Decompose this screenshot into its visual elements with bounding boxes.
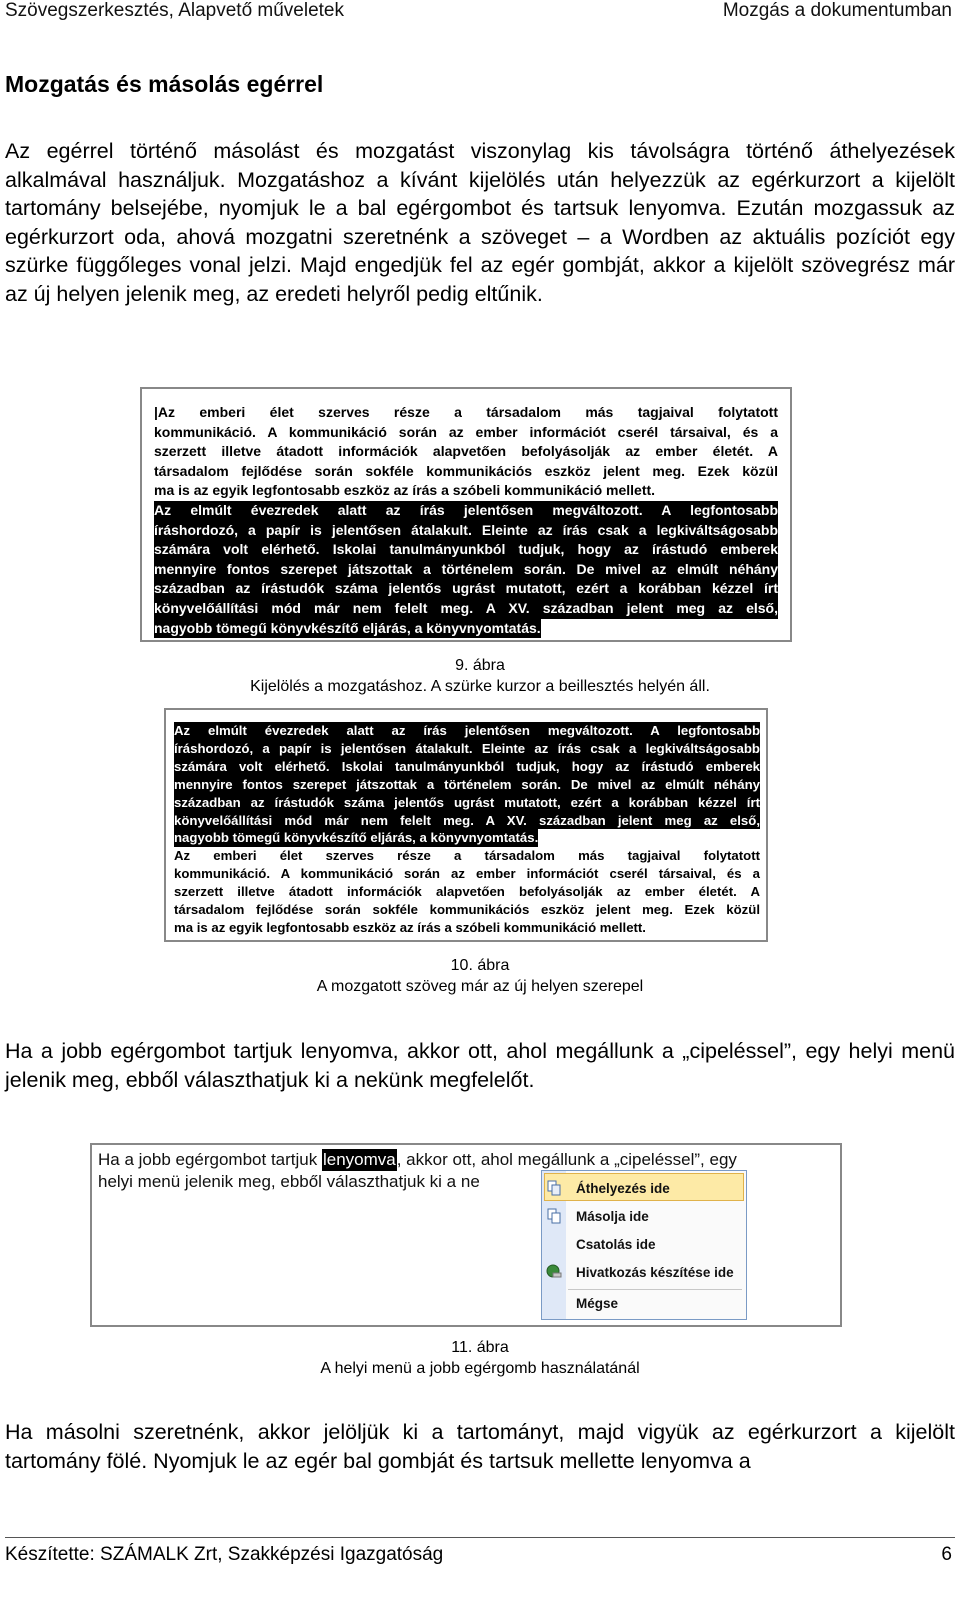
figure-9-text [154,403,778,638]
fig10-selected-line: században az írástudók száma jelentős ugrást mutatott, ezért a korábban kézzel írt [174,794,760,810]
paragraph-2: Ha a jobb egérgombot tartjuk lenyomva, akkor ott, ahol megállunk a „cipeléssel”, egy helyi menü jelenik meg, ebből választhatjuk ki a nekünk megfelelőt. [5,1039,955,1092]
fig10-selected-line: számára volt elérhető. Iskolai tanulmányunkból tudjuk, hogy az írástudó emberek [174,758,760,774]
figure-10-screenshot [164,708,768,942]
context-menu [541,1170,747,1320]
fig9-line: ma is az egyik legfontosabb eszköz az írás a szóbeli kommunikáció mellett. [154,482,656,499]
fig10-line: ma is az egyik legfontosabb eszköz az írás a szóbeli kommunikáció mellett. [174,919,646,935]
fig10-selected-line: nagyobb tömegű könyvkészítő eljárás, a könyvnyomtatás. [174,830,539,846]
copy-icon [546,1208,562,1224]
header-right: Mozgás a dokumentumban [722,0,952,21]
fig9-line: társadalom fejlődése során sokféle kommunikációs eszköz jelent meg. Ezek közül [154,462,778,479]
figure-9-number: 9. ábra [455,657,505,674]
figure-9-caption: Kijelölés a mozgatáshoz. A szürke kurzor a beillesztés helyén áll. [250,678,710,695]
footer-divider [5,1537,955,1538]
figure-11-number: 11. ábra [451,1339,509,1356]
fig9-line: kommunikáció. A kommunikáció során az ember információt cserél társaival, és a [154,423,778,440]
menu-item-create-hyperlink-here[interactable]: Hivatkozás készítése ide [576,1265,734,1280]
section-title: Mozgatás és másolás egérrel [5,71,324,97]
fig11-selected-word: lenyomva [322,1150,396,1169]
page-header [0,0,960,26]
fig10-selected-line: mennyire fontos szerepet játszottak a történelem során. De mivel az elmúlt néhány [174,776,760,792]
fig10-selected-line: íráshordozó, a papír is jelentősen átalakult. Eleinte az írás csak a legkiváltságosabb [174,740,760,756]
fig9-line: szerzett illetve átadott információk alapvetően befolyásolják az ember életét. A [154,443,778,460]
paragraph-3: Ha másolni szeretnénk, akkor jelöljük ki a tartományt, majd vigyük az egérkurzort a kijelölt tartomány fölé. Nyomjuk le az egér bal gombját és tartsuk mellette lenyomva a [5,1420,955,1473]
fig11-line-2: helyi menü jelenik meg, ebből választhatjuk ki a ne [98,1172,480,1191]
menu-item-copy-here[interactable]: Másolja ide [576,1209,649,1224]
fig9-selected-line: Az elmúlt évezredek alatt az írás jelentősen megváltozott. A legfontosabb [154,501,778,521]
fig10-line: kommunikáció. A kommunikáció során az ember információt cserél társaival, és a [174,866,760,882]
fig10-selected-line: Az elmúlt évezredek alatt az írás jelentősen megváltozott. A legfontosabb [174,723,760,738]
figure-10-caption: A mozgatott szöveg már az új helyen szerepel [316,978,644,995]
figure-9-screenshot [140,387,792,642]
page-number: 6 [941,1544,952,1565]
figure-10-text [174,722,760,937]
menu-item-link-here[interactable]: Csatolás ide [576,1237,656,1252]
fig9-selected-line: nagyobb tömegű könyvkészítő eljárás, a könyvnyomtatás. [154,619,541,639]
fig9-selected-line: mennyire fontos szerepet játszottak a történelem során. De mivel az elmúlt néhány [154,560,778,580]
page-footer [5,1544,952,1566]
footer-author: Készítette: SZÁMALK Zrt, Szakképzési Igazgatóság [5,1544,444,1565]
hyperlink-icon [546,1264,562,1280]
fig9-selected-line: íráshordozó, a papír is jelentősen átalakult. Eleinte az írás csak a legkiváltságosabb [154,521,778,541]
fig10-selected-line: könyvelőállítási mód már nem felelt meg. A XV. században jelent meg az első, [174,812,760,828]
fig11-text-after: , akkor ott, ahol megállunk a „cipeléssel”, egy [396,1150,737,1169]
fig9-selected-line: században az írástudók száma jelentős ugrást mutatott, ezért a korábban kézzel írt [154,579,778,599]
figure-10-number: 10. ábra [450,957,510,974]
fig9-selected-line: könyvelőállítási mód már nem felelt meg. A XV. században jelent meg az első, [154,599,778,619]
paragraph-1: Az egérrel történő másolást és mozgatást viszonylag kis távolságra történő áthelyezések alkalmával használjuk. Mozgatáshoz a kívánt kijelölés után helyezzük az egérkurzort a kijelölt tartomány belsejébe, nyomjuk le a bal egérgombot és tartsuk lenyomva. Ezután mozgassuk az egérkurzort oda, ahová mozgatni szeretnénk a szöveget – a Wordben az aktuális pozíciót egy szürke függőleges vonal jelzi. Majd engedjük fel az egér gombját, akkor a kijelölt szövegrész már az új helyen jelenik meg, az eredeti helyről pedig eltűnik. [5,139,955,306]
menu-item-move-here[interactable]: Áthelyezés ide [576,1181,670,1196]
fig10-line: társadalom fejlődése során sokféle kommunikációs eszköz jelent meg. Ezek közül [174,902,760,918]
fig11-text-before: Ha a jobb egérgombot tartjuk [98,1150,322,1169]
figure-11-caption: A helyi menü a jobb egérgomb használatánál [320,1360,640,1377]
fig9-line: |Az emberi élet szerves része a társadalom más tagjaival folytatott [154,404,778,420]
fig10-line: Az emberi élet szerves része a társadalom más tagjaival folytatott [174,848,760,864]
fig9-selected-line: számára volt elérhető. Iskolai tanulmányunkból tudjuk, hogy az írástudó emberek [154,540,778,560]
menu-item-cancel[interactable]: Mégse [576,1296,619,1311]
header-left: Szövegszerkesztés, Alapvető műveletek [5,0,345,21]
menu-separator [568,1289,742,1290]
move-icon [546,1180,562,1196]
fig10-line: szerzett illetve átadott információk alapvetően befolyásolják az ember életét. A [174,884,760,900]
fig11-line-1 [98,1149,737,1171]
